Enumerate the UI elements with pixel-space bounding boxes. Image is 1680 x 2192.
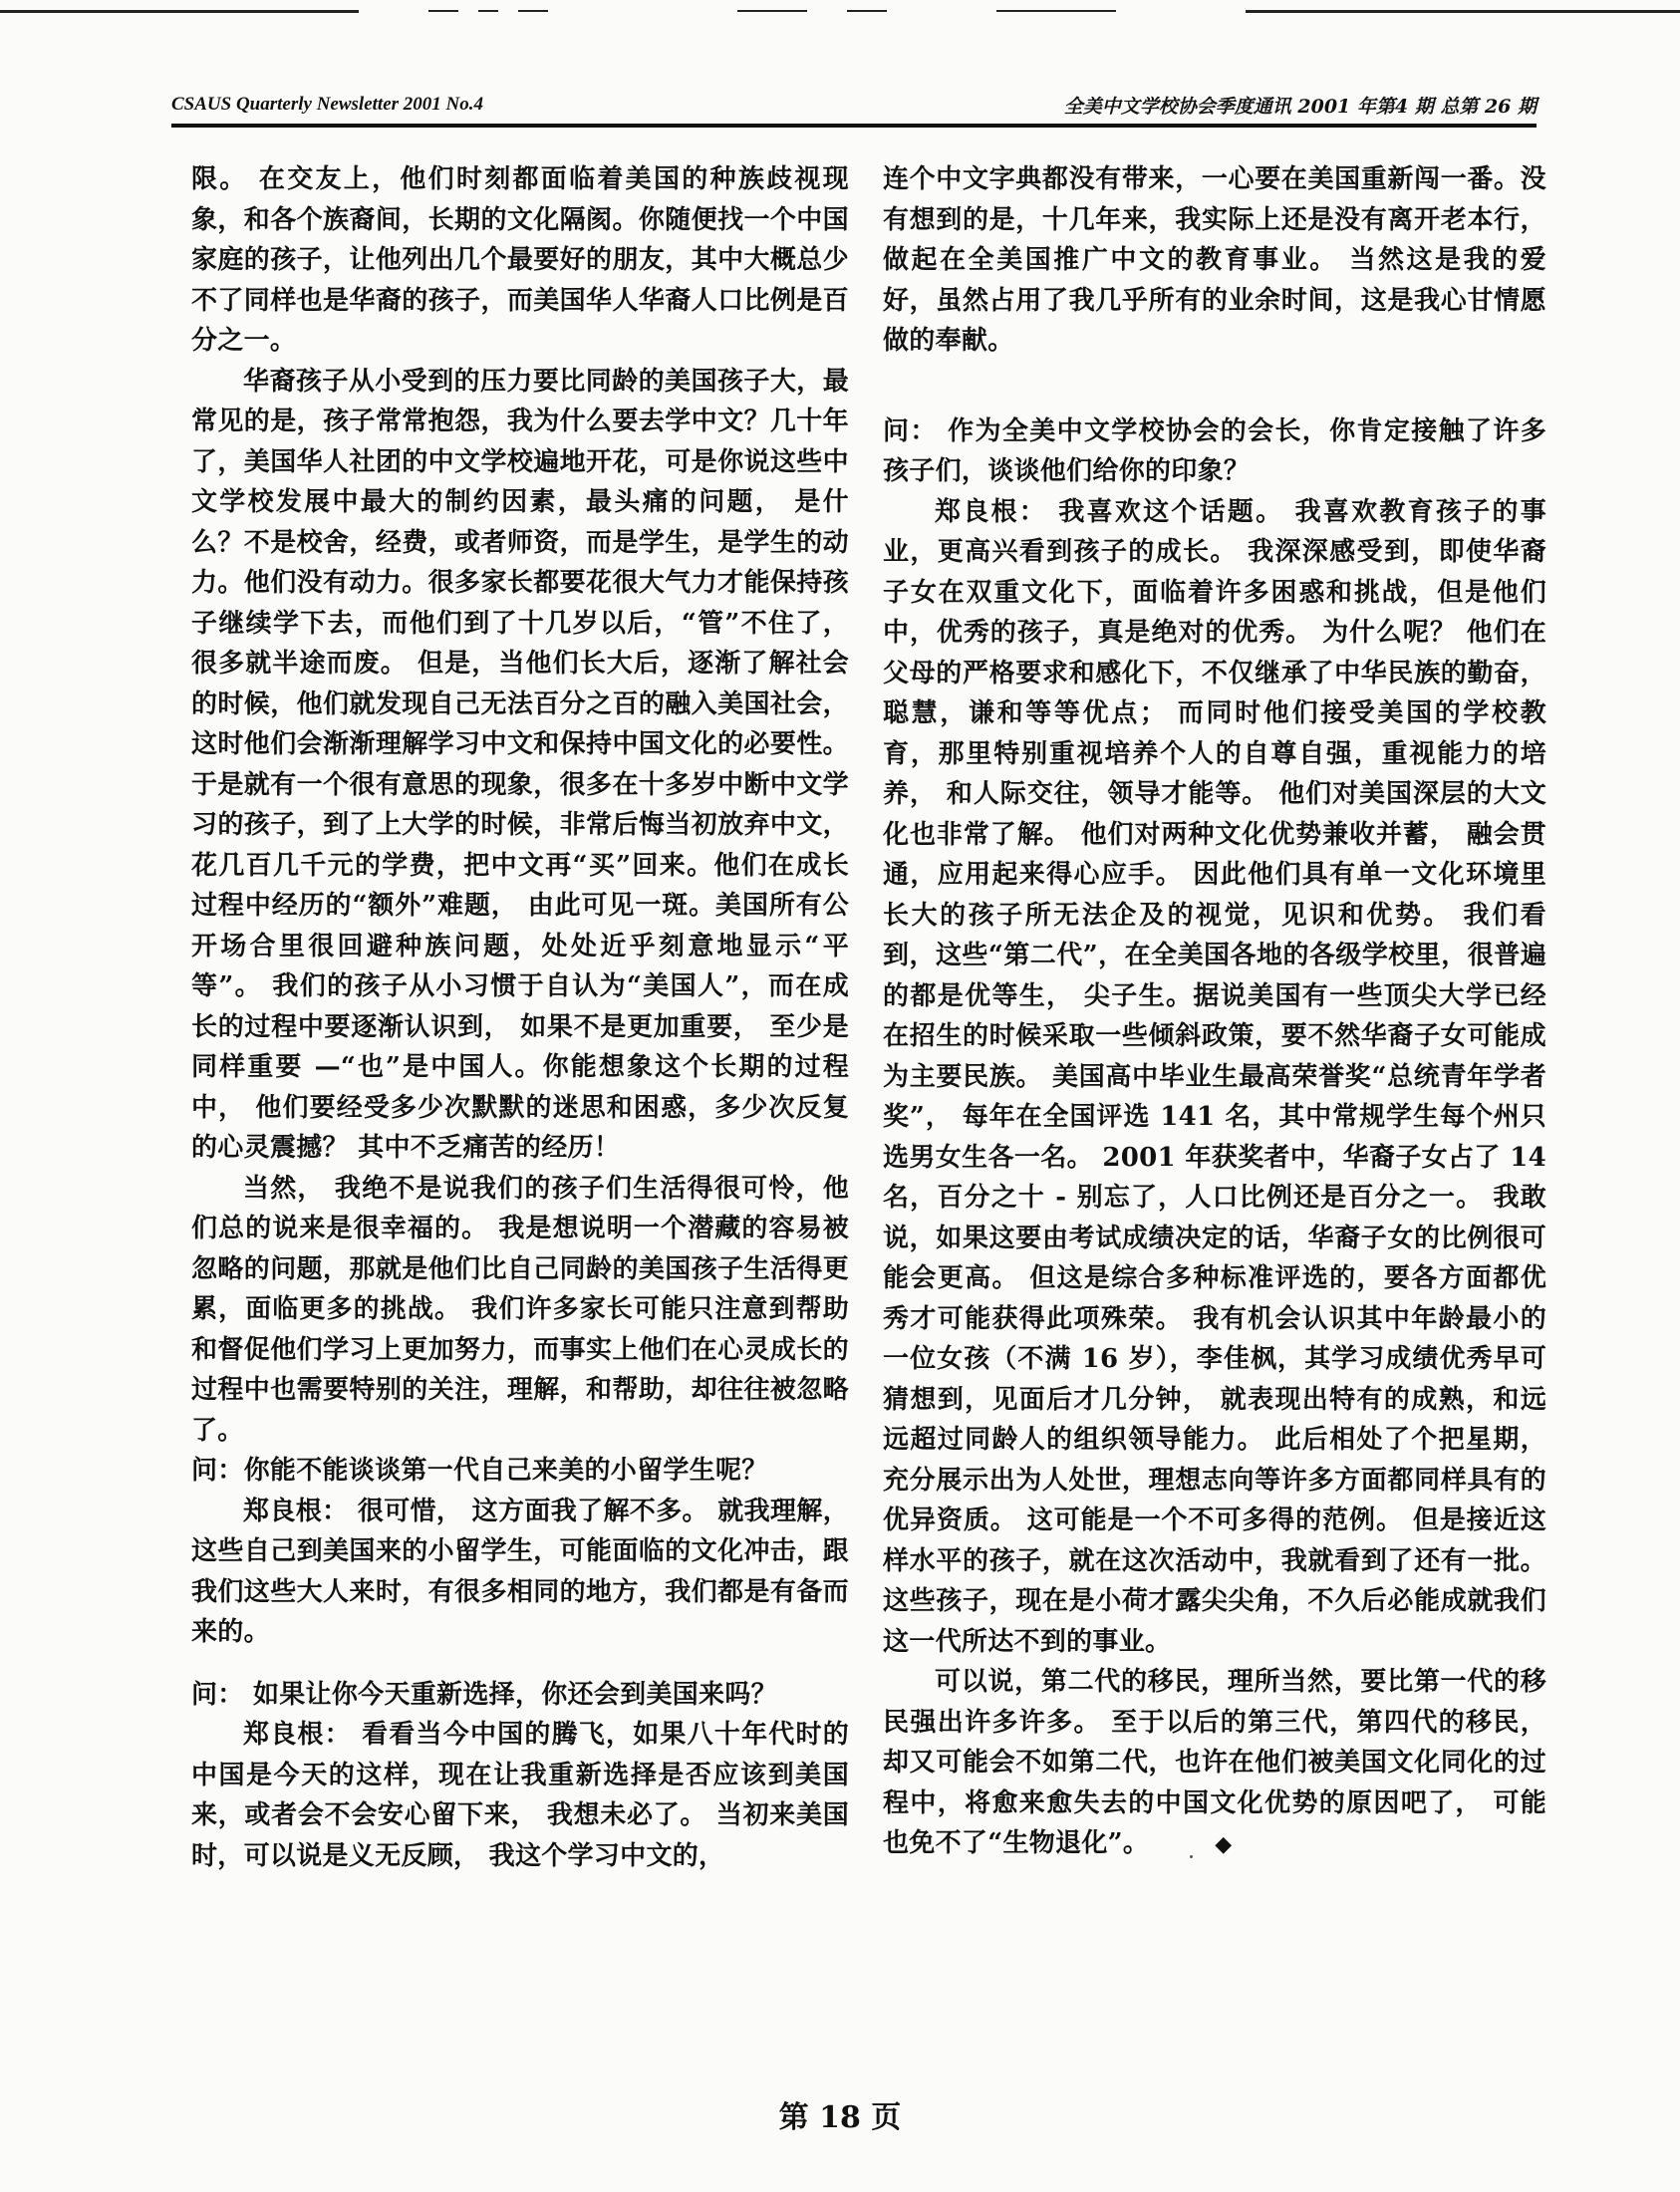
header-rule xyxy=(171,124,1537,128)
closing-text: 可以说，第二代的移民，理所当然，要比第一代的移民强出许多许多。 至于以后的第三代，第四代的移民，却又可能会不如第二代，也许在他们被美国文化同化的过程中，将愈来愈失去的中国文化优势的原因吧了， 可能也免不了“生物退化”。 xyxy=(883,1667,1546,1858)
page-header xyxy=(171,88,1537,132)
scan-artifact xyxy=(518,10,548,12)
end-mark-icon: ◆ xyxy=(1215,1831,1233,1857)
paragraph: 限。 在交友上，他们时刻都面临着美国的种族歧视现象，和各个族裔间，长期的文化隔阂。你随便找一个中国家庭的孩子，让他列出几个最要好的朋友，其中大概总少不了同样也是华裔的孩子，而美国华人华裔人口比例是百分之一。 xyxy=(191,164,849,356)
interview-question: 问： 如果让你今天重新选择，你还会到美国来吗？ xyxy=(191,1679,777,1710)
right-column xyxy=(883,159,1546,1865)
paragraph: 连个中文字典都没有带来，一心要在美国重新闯一番。没有想到的是，十几年来，我实际上还是没有离开老本行，做起在全美国推广中文的教育事业。 当然这是我的爱好，虽然占用了我几乎所有的业余时间，这是我心甘情愿做的奉献。 xyxy=(883,164,1546,356)
paragraph: 当然， 我绝不是说我们的孩子们生活得很可怜，他们总的说来是很幸福的。 我是想说明一个潜藏的容易被忽略的问题，那就是他们比自己同龄的美国孩子生活得更累，面临更多的挑战。 我们许多家长可能只注意到帮助和督促他们学习上更加努力，而事实上他们在心灵成长的过程中也需要特别的关注，理解，和帮助，却往往被忽略了。 xyxy=(191,1173,849,1446)
scan-artifact xyxy=(0,10,359,13)
left-column xyxy=(191,159,849,1876)
paragraph: 华裔孩子从小受到的压力要比同龄的美国孩子大，最常见的是，孩子常常抱怨，我为什么要去学中文？几十年了，美国华人社团的中文学校遍地开花，可是你说这些中文学校发展中最大的制约因素，最头痛的问题， 是什么？不是校舍，经费，或者师资，而是学生，是学生的动力。他们没有动力。很多家长都要花很大气力才能保持孩子继续学下去，而他们到了十几岁以后，“管”不住了，很多就半途而废。 但是，当他们长大后，逐渐了解社会的时候，他们就发现自己无法百分之百的融入美国社会，这时他们会渐渐理解学习中文和保持中国文化的必要性。 于是就有一个很有意思的现象，很多在十多岁中断中文学习的孩子，到了上大学的时候，非常后悔当初放弃中文，花几百几千元的学费，把中文再“买”回来。他们在成长过程中经历的“额外”难题， 由此可见一斑。美国所有公开场合里很回避种族问题，处处近乎刻意地显示“平等”。 我们的孩子从小习惯于自认为“美国人”，而在成长的过程中要逐渐认识到， 如果不是更加重要， 至少是同样重要 —“也”是中国人。你能想象这个长期的过程中， 他们要经受多少次默默的迷思和困惑，多少次反复的心灵震撼？ 其中不乏痛苦的经历！ xyxy=(191,366,849,1163)
scan-speck xyxy=(1190,1855,1193,1858)
closing-paragraph xyxy=(883,1662,1546,1865)
interview-answer: 郑良根： 很可惜， 这方面我了解不多。 就我理解，这些自己到美国来的小留学生，可能面临的文化冲击，跟我们这些大人来时，有很多相同的地方，我们都是有备而来的。 xyxy=(191,1496,849,1647)
scan-artifact xyxy=(478,10,498,12)
interview-question: 问：你能不能谈谈第一代自己来美的小留学生呢？ xyxy=(191,1456,768,1486)
scan-artifact xyxy=(428,10,458,12)
interview-answer: 郑良根： 我喜欢这个话题。 我喜欢教育孩子的事业，更高兴看到孩子的成长。 我深深感受到，即使华裔子女在双重文化下，面临着许多困惑和挑战，但是他们中，优秀的孩子，真是绝对的优秀。 为什么呢？ 他们在父母的严格要求和感化下，不仅继承了中华民族的勤奋，聪慧，谦和等等优点； 而同时他们接受美国的学校教育，那里特别重视培养个人的自尊自强，重视能力的培养， 和人际交往，领导才能等。 他们对美国深层的大文化也非常了解。 他们对两种文化优势兼收并蓄， 融会贯通，应用起来得心应手。 因此他们具有单一文化环境里长大的孩子所无法企及的视觉，见识和优势。 我们看到，这些“第二代”，在全美国各地的各级学校里，很普遍的都是优等生， 尖子生。据说美国有一些顶尖大学已经在招生的时候采取一些倾斜政策，要不然华裔子女可能成为主要民族。 美国高中毕业生最高荣誉奖“总统青年学者奖”， 每年在全国评选 141 名，其中常规学生每个州只选男女生各一名。 2001 年获奖者中，华裔子女占了 14 名，百分之十 - 别忘了，人口比例还是百分之一。 我敢说，如果这要由考试成绩决定的话，华裔子女的比例很可能会更高。 但这是综合多种标准评选的，要各方面都优秀才可能获得此项殊荣。 我有机会认识其中年龄最小的一位女孩（不满 16 岁），李佳枫，其学习成绩优秀早可猜想到，见面后才几分钟， 就表现出特有的成熟，和远远超过同龄人的组织领导能力。 此后相处了个把星期，充分展示出为人处世，理想志向等许多方面都同样具有的优异资质。 这可能是一个不可多得的范例。 但是接近这样水平的孩子，就在这次活动中，我就看到了还有一批。这些孩子，现在是小荷才露尖尖角，不久后必能成就我们这一代所达不到的事业。 xyxy=(883,496,1546,1657)
page-number: 第 18 页 xyxy=(778,2100,902,2135)
newsletter-title-english: CSAUS Quarterly Newsletter 2001 No.4 xyxy=(171,94,483,115)
interview-answer: 郑良根： 看看当今中国的腾飞，如果八十年代时的中国是今天的这样，现在让我重新选择是否应该到美国来，或者会不会安心留下来， 我想未必了。 当初来美国时，可以说是义无反顾， 我这个学习中文的， xyxy=(191,1720,849,1871)
interview-question: 问： 作为全美中文学校协会的会长，你肯定接触了许多孩子们，谈谈他们给你的印象？ xyxy=(883,415,1546,486)
scan-artifact xyxy=(737,10,807,12)
newsletter-title-chinese: 全美中文学校协会季度通讯 2001 年第4 期 总第 26 期 xyxy=(1063,96,1537,118)
scan-artifact xyxy=(1246,10,1680,13)
scan-artifact xyxy=(996,10,1116,12)
scan-artifact xyxy=(847,10,887,12)
